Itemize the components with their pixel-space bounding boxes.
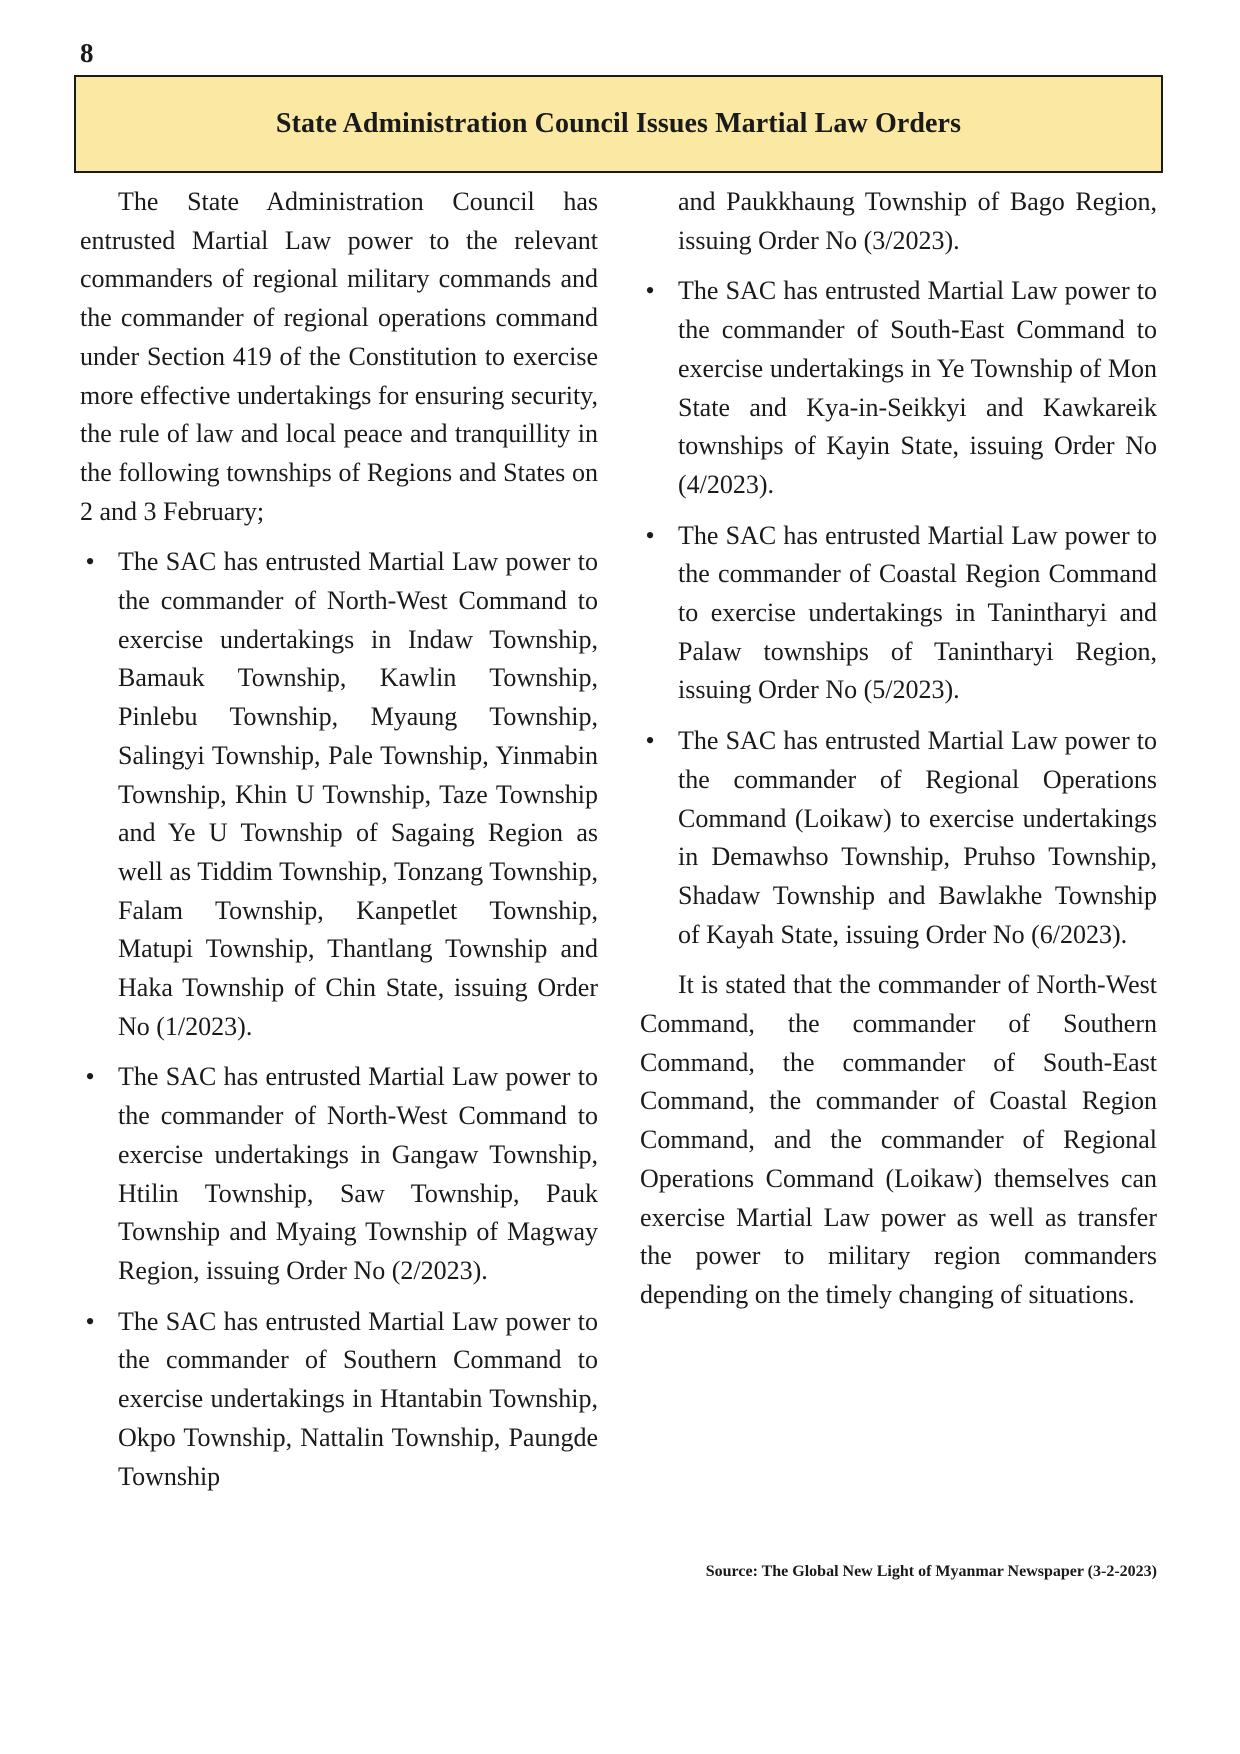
order-item-3 (80, 1303, 598, 1497)
order-item-text: The SAC has entrusted Martial Law power to the commander of North-West Command to exercise undertakings in Indaw Township, Bamauk Township, Kawlin Township, Pinlebu Township, Myaung Township, Salingyi Township, Pale Township, Yinmabin Township, Khin U Township, Taze Township and Ye U Township of Sagaing Region as well as Tiddim Township, Tonzang Township, Falam Township, Kanpetlet Township, Matupi Township, Thantlang Township and Haka Township of Chin State, issuing Order No (1/2023). (118, 547, 598, 1041)
bullet-icon: • (85, 547, 95, 577)
title-banner (74, 75, 1163, 173)
order-item-1 (80, 543, 598, 1046)
page-title: State Administration Council Issues Martial Law Orders (275, 108, 962, 139)
order-item-5 (640, 517, 1157, 711)
order-item-text: The SAC has entrusted Martial Law power to the commander of North-West Command to exercise undertakings in Gangaw Township, Htilin Township, Saw Township, Pauk Township and Myaing Township of Magway Region, issuing Order No (2/2023). (118, 1062, 598, 1285)
order-item-text: The SAC has entrusted Martial Law power to the commander of Southern Command to exercise undertakings in Htantabin Township, Okpo Township, Nattalin Township, Paungde Township (118, 1306, 598, 1491)
order-item-6 (640, 722, 1157, 954)
closing-paragraph: It is stated that the commander of North-West Command, the commander of Southern Command, the commander of South-East Command, the commander of Coastal Region Command, and the commander of Regional Operations Command (Loikaw) themselves can exercise Martial Law power as well as transfer the power to military region commanders depending on the timely changing of situations. (640, 970, 1157, 1309)
order-item-3-continued: and Paukkhaung Township of Bago Region, issuing Order No (3/2023). (678, 187, 1157, 255)
bullet-icon: • (645, 520, 655, 550)
source-citation: Source: The Global New Light of Myanmar Newspaper (3-2-2023) (705, 1563, 1157, 1580)
order-list-left (80, 543, 598, 1496)
order-item-text: The SAC has entrusted Martial Law power to the commander of Coastal Region Command to exercise undertakings in Tanintharyi and Palaw townships of Tanintharyi Region, issuing Order No (5/2023). (678, 520, 1157, 705)
left-column (80, 183, 598, 1508)
bullet-icon: • (85, 1062, 95, 1092)
bullet-icon: • (645, 276, 655, 306)
bullet-icon: • (85, 1306, 95, 1336)
bullet-icon: • (645, 726, 655, 756)
order-list-right (640, 272, 1157, 954)
intro-paragraph: The State Administration Council has entrusted Martial Law power to the relevant commanders of regional military commands and the commander of regional operations command under Section 419 of the Constitution to exercise more effective undertakings for ensuring security, the rule of law and local peace and tranquillity in the following townships of Regions and States on 2 and 3 February; (80, 187, 598, 526)
order-item-text: The SAC has entrusted Martial Law power to the commander of South-East Command to exercise undertakings in Ye Township of Mon State and Kya-in-Seikkyi and Kawkareik townships of Kayin State, issuing Order No (4/2023). (678, 276, 1157, 499)
right-column (640, 183, 1157, 1315)
order-item-text: The SAC has entrusted Martial Law power to the commander of Regional Operations Command (Loikaw) to exercise undertakings in Demawhso Township, Pruhso Township, Shadaw Township and Bawlakhe Township of Kayah State, issuing Order No (6/2023). (678, 726, 1157, 949)
page-number: 8 (80, 38, 94, 68)
order-item-2 (80, 1058, 598, 1290)
order-item-4 (640, 272, 1157, 504)
